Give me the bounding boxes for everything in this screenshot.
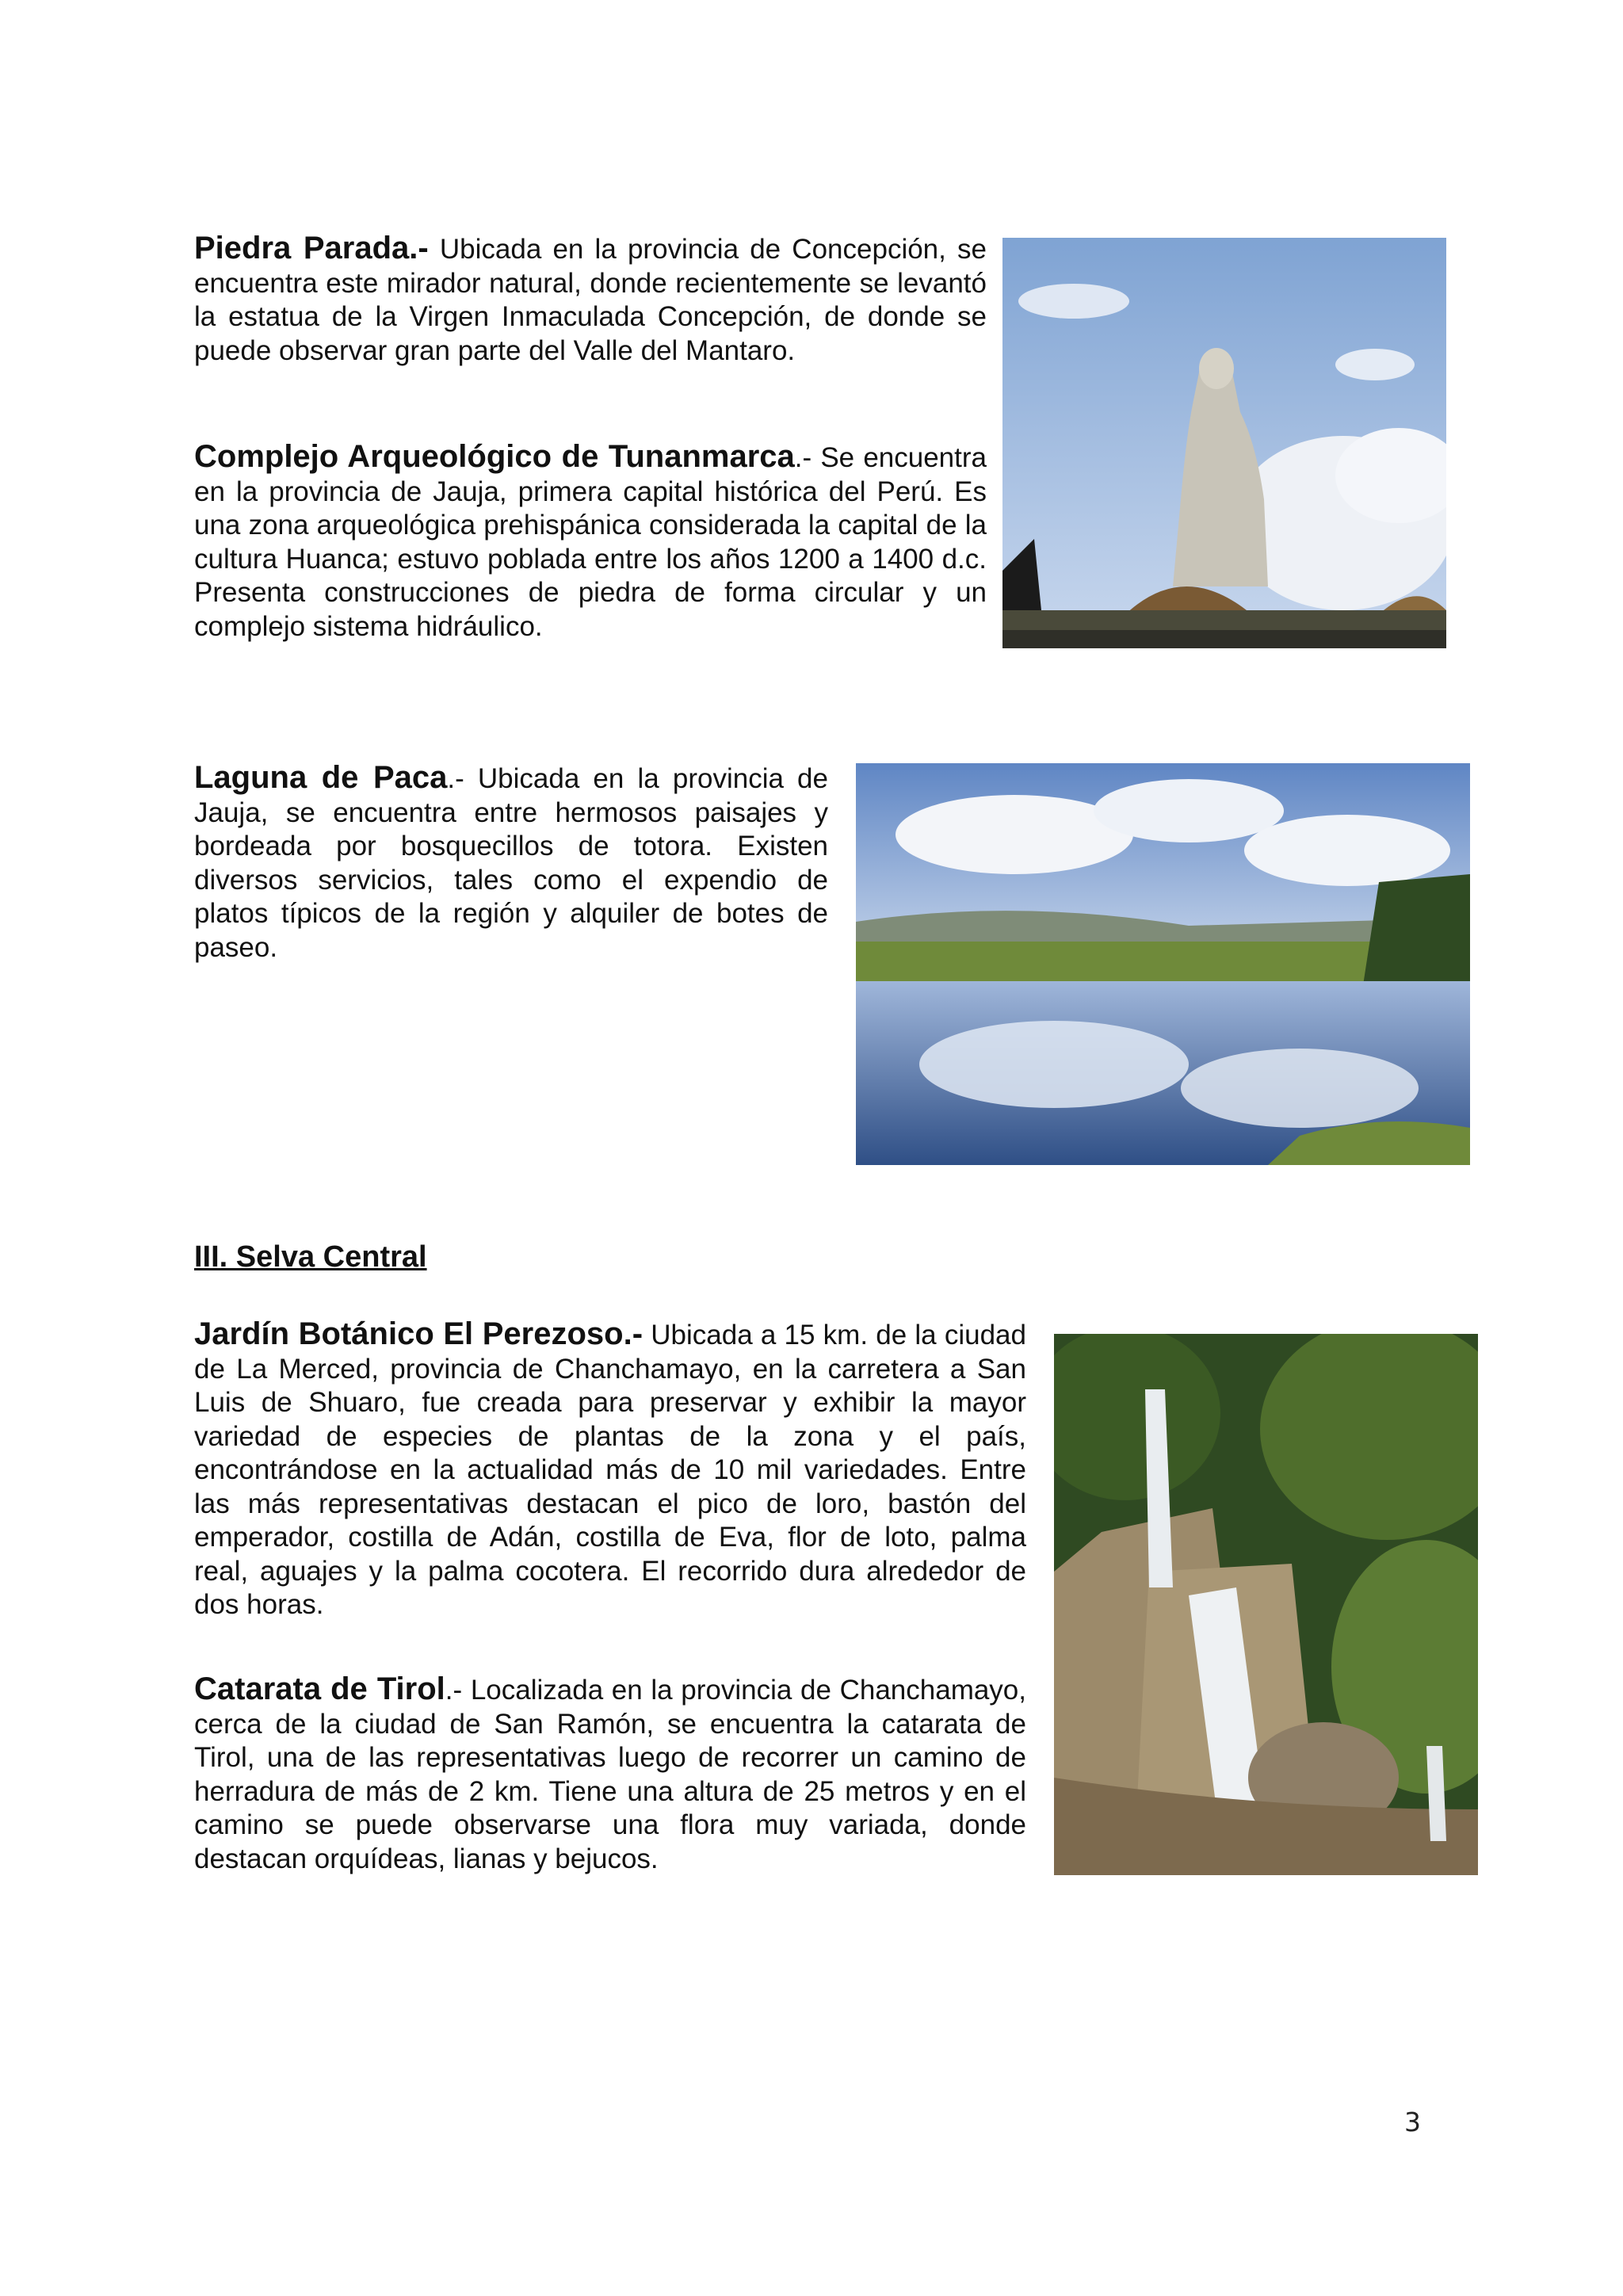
entry-body: .- Localizada en la provincia de Chanchamayo, cerca de la ciudad de San Ramón, se encuentra la catarata de Tirol, una de las representativas luego de recorrer un camino de herradura de más de 2 km. Tiene una altura de 25 metros y en el camino se puede observarse una flora muy variada, donde destacan orquídeas, lianas y bejucos. [194,1675,1026,1874]
entry-body: Ubicada en la provincia de Concepción, se encuentra este mirador natural, donde recientemente se levantó la estatua de la Virgen Inmaculada Concepción, de donde se puede observar gran parte del Valle del Mantaro. [194,234,987,366]
entry-body: .- Ubicada en la provincia de Jauja, se encuentra entre hermosos paisajes y bordeada por bosquecillos de totora. Existen diversos servicios, tales como el expendio de platos típicos de la región y alquiler de botes de paseo. [194,763,828,963]
entry-title: Jardín Botánico El Perezoso.- [194,1316,643,1351]
entry-title: Piedra Parada.- [194,231,429,266]
entry-title: Laguna de Paca [194,760,448,795]
entry-body: .- Se encuentra en la provincia de Jauja, primera capital histórica del Perú. Es una zona arqueológica prehispánica considerada la capital de la cultura Huanca; estuvo poblada entre los años 1200 a 1400 d.c. Presenta construcciones de piedra de forma circular y un complejo sistema hidráulico. [194,442,987,642]
entry-jardin-botanico [194,1317,1026,1622]
entry-tunanmarca [194,440,987,644]
catarata-tirol-photo [1054,1334,1478,1875]
entry-title: Catarata de Tirol [194,1671,445,1706]
section-heading-selva-central: III. Selva Central [194,1240,427,1274]
laguna-paca-photo [856,763,1470,1165]
page-number: 3 [1404,2107,1421,2137]
entry-body: Ubicada a 15 km. de la ciudad de La Merced, provincia de Chanchamayo, en la carretera a San Luis de Shuaro, fue creada para preservar y exhibir la mayor variedad de especies de plantas de la zona y el país, encontrándose en la actualidad más de 10 mil variedades. Entre las más representativas destacan el pico de loro, bastón del emperador, costilla de Adán, costilla de Eva, flor de loto, palma real, aguajes y la palma cocotera. El recorrido dura alrededor de dos horas. [194,1320,1026,1620]
entry-title: Complejo Arqueológico de Tunanmarca [194,439,795,474]
virgen-statue-photo [1002,238,1446,648]
entry-piedra-parada [194,231,987,368]
entry-catarata-tirol [194,1672,1026,1876]
entry-laguna-de-paca [194,761,828,965]
